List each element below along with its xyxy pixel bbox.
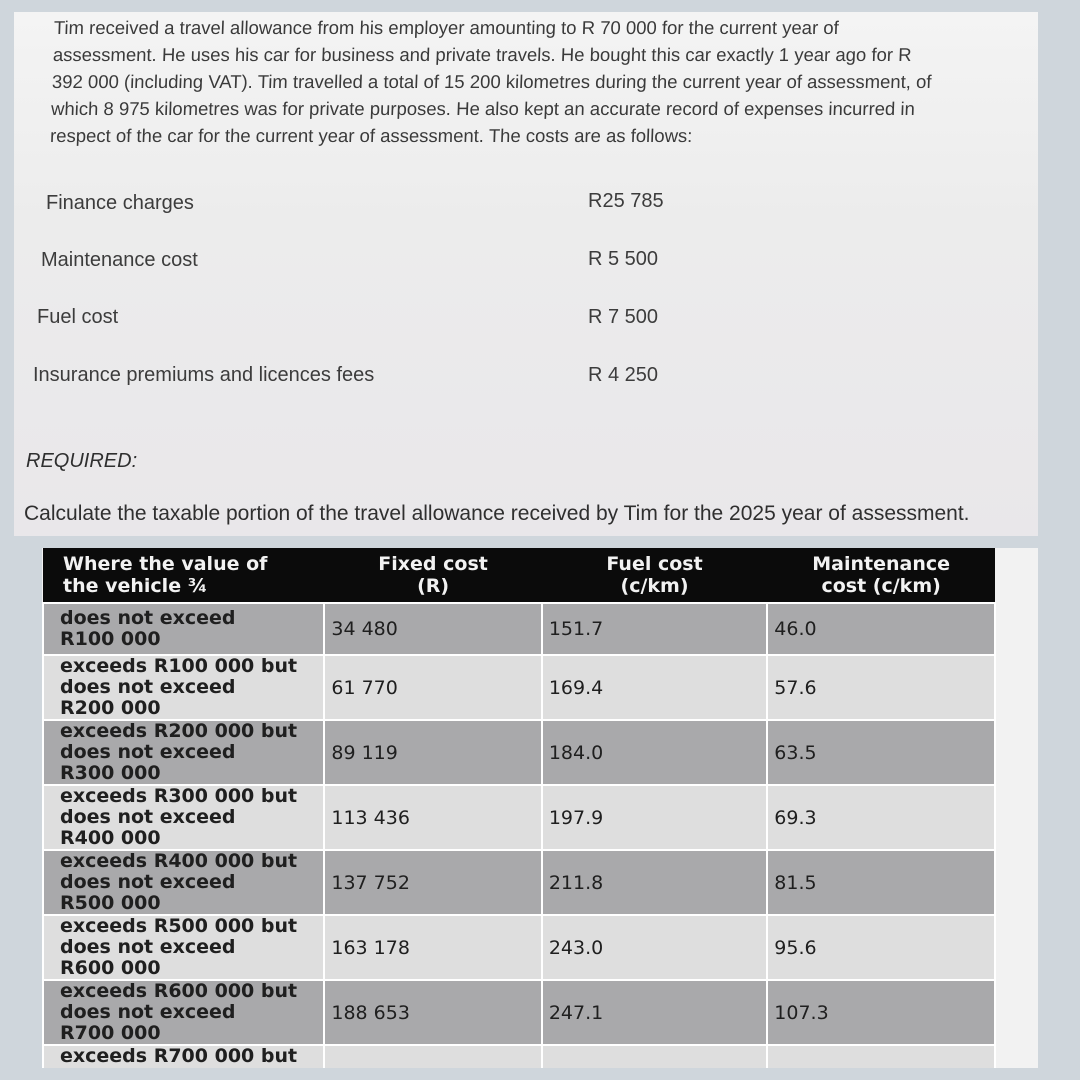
header-line: Fixed cost [378, 553, 488, 575]
header-line: Maintenance [812, 553, 951, 575]
maintenance-cost-cell: 63.5 [767, 720, 995, 785]
cost-label: Insurance premiums and licences fees [33, 364, 375, 386]
value-band [43, 850, 324, 915]
fuel-cost-cell: 169.4 [542, 655, 767, 720]
band-line: exceeds R200 000 but [60, 720, 298, 742]
band-line: exceeds R100 000 but [60, 655, 298, 677]
table-row [43, 980, 995, 1045]
fuel-cost-cell [542, 1045, 767, 1068]
maintenance-cost-cell [767, 1045, 995, 1068]
intro-line: 392 000 (including VAT). Tim travelled a total of 15 200 kilometres during the current year of assessment, of [51, 71, 932, 92]
maintenance-cost-cell: 46.0 [767, 603, 995, 655]
maintenance-cost-cell: 107.3 [767, 980, 995, 1045]
value-band [43, 720, 324, 785]
band-line: R300 000 [60, 762, 161, 784]
band-line: R700 000 [60, 1022, 161, 1044]
cost-label: Maintenance cost [41, 249, 198, 271]
band-line: R200 000 [60, 697, 161, 719]
table-row [43, 1045, 995, 1068]
header-maintenance-cost [767, 548, 995, 603]
fixed-cost-cell: 163 178 [324, 915, 541, 980]
question-instruction: Calculate the taxable portion of the travel allowance received by Tim for the 2025 year of assessment. [24, 502, 970, 525]
header-fuel-cost [542, 548, 767, 603]
band-line: R600 000 [60, 957, 161, 979]
value-band [43, 785, 324, 850]
fuel-cost-cell: 197.9 [542, 785, 767, 850]
table-row [43, 850, 995, 915]
fixed-cost-cell: 34 480 [324, 603, 541, 655]
cost-label: Fuel cost [37, 306, 119, 328]
intro-line: Tim received a travel allowance from his employer amounting to R 70 000 for the current year of [53, 17, 840, 38]
band-line: exceeds R700 000 but [60, 1045, 298, 1067]
cost-value: R 4 250 [588, 364, 659, 386]
band-line: does not exceed [60, 806, 236, 828]
header-line: (R) [417, 575, 450, 597]
header-line: Fuel cost [606, 553, 703, 575]
maintenance-cost-cell: 57.6 [767, 655, 995, 720]
band-line: does not exceed [60, 676, 236, 698]
table-row [43, 655, 995, 720]
value-band [43, 980, 324, 1045]
header-line: (c/km) [620, 575, 689, 597]
cost-label: Finance charges [46, 192, 194, 214]
value-band [43, 1045, 324, 1068]
fixed-cost-cell: 61 770 [324, 655, 541, 720]
band-line: does not exceed [60, 1001, 236, 1023]
cost-value: R 5 500 [588, 248, 659, 270]
table-header-row [43, 548, 995, 603]
table-row [43, 915, 995, 980]
fuel-cost-cell: 211.8 [542, 850, 767, 915]
vehicle-cost-rate-table [42, 548, 996, 1068]
band-line: exceeds R300 000 but [60, 785, 298, 807]
question-intro [50, 14, 985, 149]
cost-value: R 7 500 [588, 306, 659, 328]
value-band [43, 603, 324, 655]
required-heading: REQUIRED: [26, 450, 138, 472]
header-line: the vehicle ¾ [63, 575, 208, 597]
intro-line: assessment. He uses his car for business and private travels. He bought this car exactly 1 year ago for R [52, 44, 912, 65]
fuel-cost-cell: 151.7 [542, 603, 767, 655]
intro-line: which 8 975 kilometres was for private purposes. He also kept an accurate record of expenses incurred in [50, 98, 916, 119]
fixed-cost-cell: 89 119 [324, 720, 541, 785]
table-row [43, 785, 995, 850]
band-line: R100 000 [60, 628, 161, 650]
band-line: does not exceed [60, 741, 236, 763]
maintenance-cost-cell: 81.5 [767, 850, 995, 915]
value-band [43, 915, 324, 980]
question-document [14, 12, 1038, 536]
rate-table-photo [42, 548, 1038, 1068]
band-line: does not exceed [60, 871, 236, 893]
fixed-cost-cell [324, 1045, 541, 1068]
band-line: does not exceed [60, 936, 236, 958]
header-vehicle-value [43, 548, 324, 603]
value-band [43, 655, 324, 720]
band-line: R400 000 [60, 827, 161, 849]
band-line: does not exceed [60, 607, 236, 629]
header-fixed-cost [324, 548, 541, 603]
table-row [43, 603, 995, 655]
cost-value: R25 785 [588, 190, 664, 212]
maintenance-cost-cell: 69.3 [767, 785, 995, 850]
band-line: exceeds R400 000 but [60, 850, 298, 872]
fixed-cost-cell: 137 752 [324, 850, 541, 915]
table-row [43, 720, 995, 785]
band-line: exceeds R600 000 but [60, 980, 298, 1002]
fixed-cost-cell: 188 653 [324, 980, 541, 1045]
fixed-cost-cell: 113 436 [324, 785, 541, 850]
band-line: R500 000 [60, 892, 161, 914]
fuel-cost-cell: 247.1 [542, 980, 767, 1045]
intro-line: respect of the car for the current year of assessment. The costs are as follows: [49, 125, 693, 146]
fuel-cost-cell: 184.0 [542, 720, 767, 785]
maintenance-cost-cell: 95.6 [767, 915, 995, 980]
fuel-cost-cell: 243.0 [542, 915, 767, 980]
band-line: exceeds R500 000 but [60, 915, 298, 937]
header-line: cost (c/km) [821, 575, 941, 597]
header-line: Where the value of [63, 553, 268, 575]
